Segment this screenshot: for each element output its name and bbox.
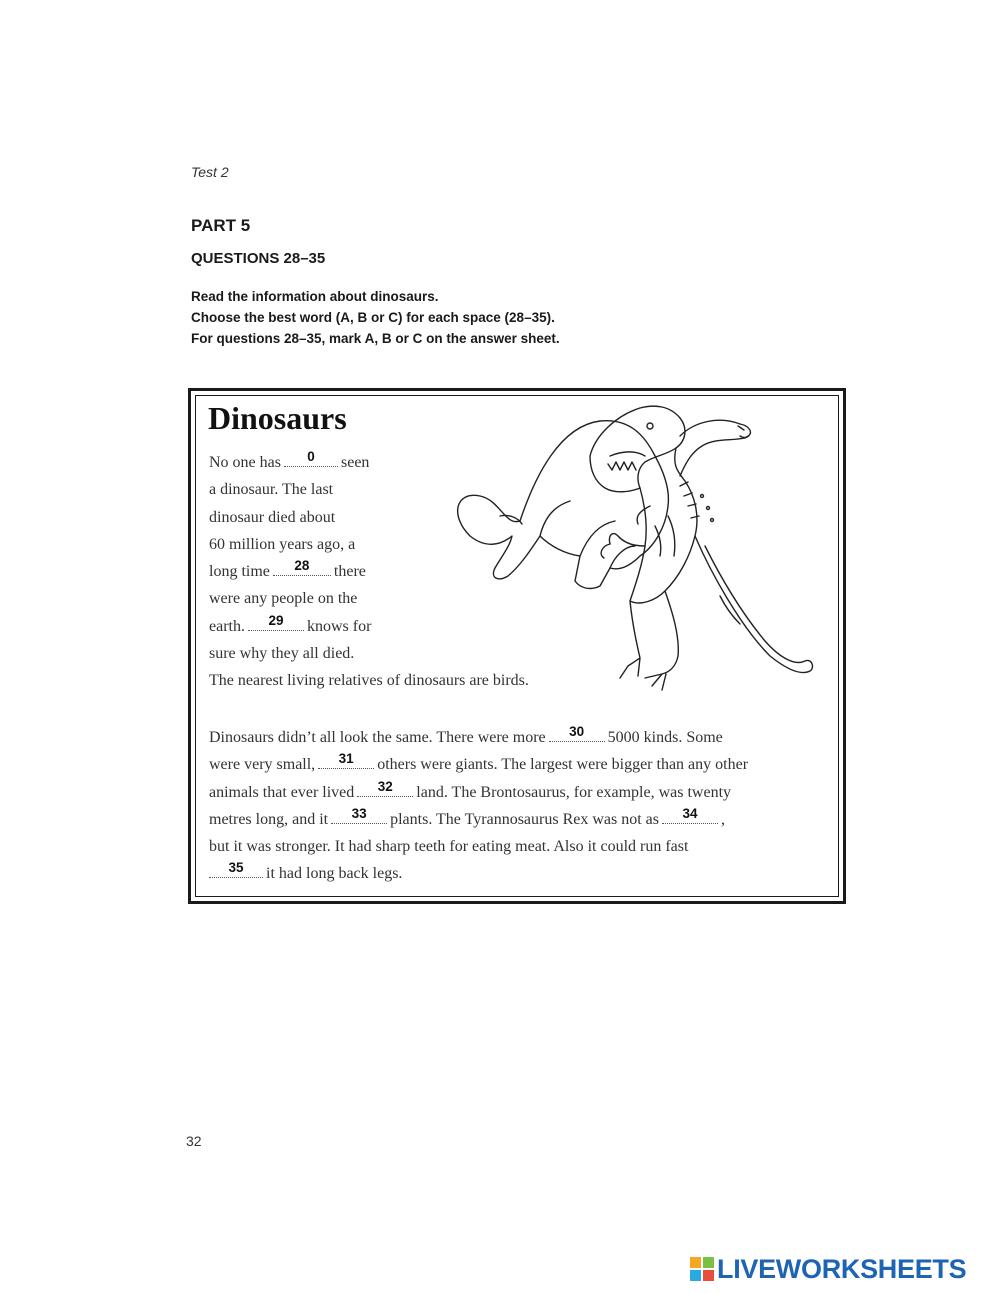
test-label: Test 2 bbox=[191, 164, 229, 180]
gap-number: 33 bbox=[351, 805, 367, 821]
text: sure why they all died. bbox=[209, 645, 355, 663]
brand-name: LIVEWORKSHEETS bbox=[717, 1254, 967, 1284]
gap-number: 28 bbox=[294, 558, 310, 574]
gap-34[interactable] bbox=[662, 805, 718, 824]
paragraph-2 bbox=[209, 724, 748, 888]
text: others were giants. The largest were bigger than any other bbox=[377, 756, 749, 774]
paragraph-1 bbox=[209, 449, 529, 695]
instruction-line: Choose the best word (A, B or C) for each space (28–35). bbox=[191, 310, 555, 325]
gap-29[interactable] bbox=[248, 612, 304, 631]
text: The nearest living relatives of dinosaurs are birds. bbox=[209, 672, 529, 690]
text: were any people on the bbox=[209, 590, 358, 608]
text: animals that ever lived bbox=[209, 783, 355, 801]
gap-number: 34 bbox=[682, 805, 698, 821]
text: were very small, bbox=[209, 756, 316, 774]
text: knows for bbox=[306, 617, 372, 635]
gap-32[interactable] bbox=[357, 778, 413, 797]
text: , bbox=[721, 810, 726, 828]
gap-33[interactable] bbox=[331, 805, 387, 824]
text: No one has bbox=[209, 454, 281, 471]
text: it had long back legs. bbox=[266, 865, 403, 883]
instruction-line: Read the information about dinosaurs. bbox=[191, 289, 439, 304]
gap-number: 31 bbox=[338, 751, 354, 767]
text: but it was stronger. It had sharp teeth for eating meat. Also it could run fast bbox=[209, 838, 689, 856]
text: 5000 kinds. Some bbox=[607, 729, 723, 746]
text: there bbox=[333, 563, 366, 581]
text: earth. bbox=[209, 617, 245, 635]
gap-28[interactable] bbox=[273, 558, 331, 576]
text: Dinosaurs didn’t all look the same. There were more bbox=[209, 729, 546, 746]
gap-number: 29 bbox=[268, 612, 284, 628]
gap-30[interactable] bbox=[549, 724, 605, 742]
text: dinosaur died about bbox=[209, 508, 336, 526]
text: seen bbox=[340, 454, 370, 471]
logo-squares-icon bbox=[690, 1257, 714, 1281]
gap-0 bbox=[284, 449, 338, 467]
liveworksheets-logo[interactable] bbox=[690, 1254, 966, 1284]
text: land. The Brontosaurus, for example, was twenty bbox=[416, 783, 732, 801]
reading-title: Dinosaurs bbox=[208, 400, 347, 436]
text: long time bbox=[209, 563, 270, 581]
instruction-line: For questions 28–35, mark A, B or C on the answer sheet. bbox=[191, 331, 560, 346]
text: a dinosaur. The last bbox=[209, 481, 334, 499]
questions-title: QUESTIONS 28–35 bbox=[191, 250, 326, 267]
text: 60 million years ago, a bbox=[209, 535, 356, 553]
text: plants. The Tyrannosaurus Rex was not as bbox=[390, 810, 660, 828]
instructions bbox=[191, 286, 560, 349]
gap-number: 30 bbox=[569, 724, 585, 739]
gap-number: 35 bbox=[228, 860, 244, 876]
part-title: PART 5 bbox=[191, 216, 251, 235]
gap-number: 0 bbox=[307, 449, 315, 464]
text: metres long, and it bbox=[209, 810, 329, 828]
gap-31[interactable] bbox=[318, 751, 374, 769]
gap-number: 32 bbox=[377, 778, 393, 794]
page-number: 32 bbox=[186, 1133, 202, 1149]
gap-35[interactable] bbox=[209, 860, 263, 878]
